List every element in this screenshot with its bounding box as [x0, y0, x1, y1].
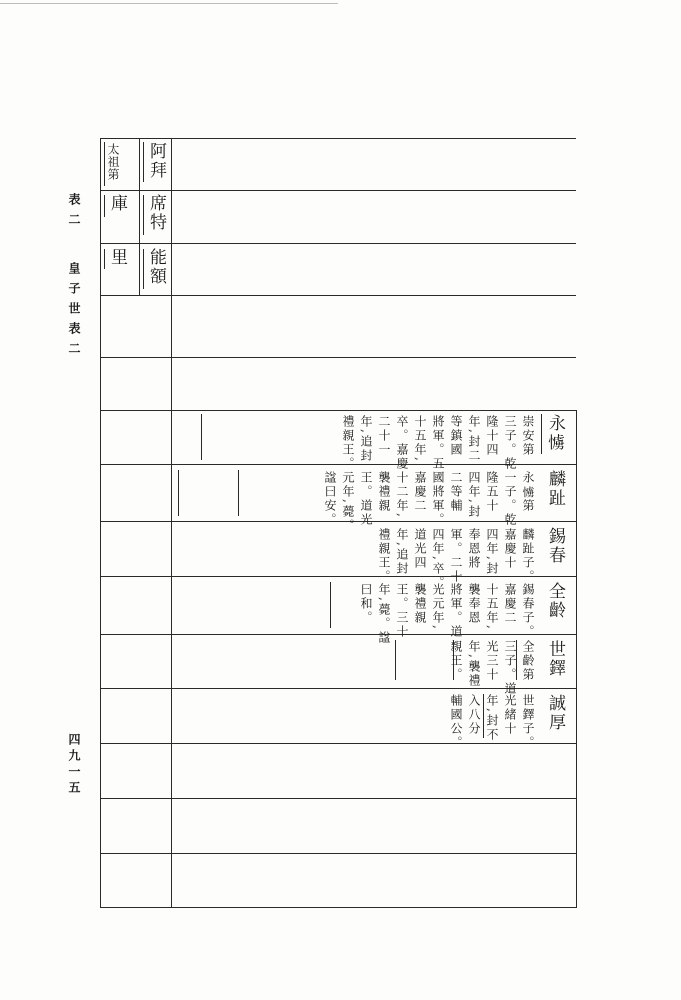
entry-line: 道光四 — [413, 528, 427, 570]
entry-line: 隆五十 — [485, 471, 499, 513]
entry-line: 永𢢛第 — [521, 471, 535, 513]
entry-line: 三子。乾 — [503, 415, 517, 471]
entry-line: 曰和。 — [359, 583, 373, 625]
entry-line: 輔國公。 — [449, 694, 463, 750]
page-number: 四九一五 — [67, 733, 81, 797]
entry-line: 錫春子。 — [521, 583, 535, 639]
entry-line: 世鐸子。 — [521, 694, 535, 750]
entry-bracket — [201, 414, 202, 460]
generation-name: 永𢢛 — [545, 414, 565, 452]
generation-name: 麟趾 — [545, 470, 565, 508]
generation-name: 誠厚 — [545, 694, 565, 732]
entry-line: 隆十四 — [485, 415, 499, 457]
generation-name: 世鐸 — [545, 640, 565, 678]
entry-line: 將軍。五 — [431, 415, 445, 471]
entry-line: 年,追封 — [395, 528, 409, 576]
entry-line: 三子。道 — [503, 640, 517, 696]
entry-line: 麟趾子。 — [521, 528, 535, 584]
row-rule — [100, 138, 576, 139]
table-left-border — [100, 138, 101, 908]
page-top-rule — [0, 3, 338, 4]
entry-line: 光元年, — [431, 583, 445, 631]
entry-line: 年,追封 — [359, 415, 373, 463]
entry-line: 等鎮國 — [449, 415, 463, 457]
entry-line: 嘉慶二 — [413, 471, 427, 513]
table-right-border — [576, 410, 577, 908]
ancestor-line: 太祖第 — [106, 143, 120, 181]
entry-line: 奉恩將 — [467, 528, 481, 570]
entry-bracket — [178, 470, 179, 516]
entry-line: 元年,薨。 — [341, 471, 355, 533]
name-bracket — [541, 414, 542, 454]
generation-entry — [378, 528, 534, 590]
entry-line: 十二年, — [395, 471, 409, 519]
ancestor-column-divider — [171, 138, 172, 908]
name-bracket — [143, 142, 144, 182]
ancestor-line: 里 — [107, 248, 127, 267]
entry-line: 十五年, — [485, 583, 499, 631]
generation-entry — [450, 640, 534, 696]
entry-bracket — [330, 582, 331, 628]
entry-line: 軍。二十 — [449, 528, 463, 584]
generation-name: 全齡 — [545, 582, 565, 620]
name-bracket — [143, 249, 144, 289]
entry-line: 王。三十 — [395, 583, 409, 639]
row-rule — [100, 798, 576, 799]
entry-line: 入八分 — [467, 694, 481, 736]
row-rule — [100, 190, 576, 191]
name-bracket — [104, 142, 105, 186]
entry-line: 一子。乾 — [503, 471, 517, 527]
entry-line: 王。道光 — [359, 471, 373, 527]
entry-line: 光三十 — [485, 640, 499, 682]
entry-line: 襲禮親 — [413, 583, 427, 625]
row-rule — [100, 295, 576, 296]
entry-line: 禮親王。 — [341, 415, 355, 471]
row-rule — [100, 357, 576, 358]
entry-line: 四年,封 — [485, 528, 499, 576]
generation-entry — [450, 694, 534, 750]
entry-line: 卒。嘉慶 — [395, 415, 409, 471]
entry-line: 年,薨。諡 — [377, 583, 391, 645]
generation-entry — [360, 583, 534, 645]
entry-line: 光緒十 — [503, 694, 517, 736]
entry-line: 國將軍。 — [431, 471, 445, 527]
ancestor-name: 能額 — [146, 248, 166, 286]
table-label: 表二 — [67, 193, 81, 233]
name-bracket — [143, 195, 144, 235]
generation-entry — [342, 415, 534, 471]
row-rule — [100, 853, 576, 854]
name-bracket — [104, 249, 105, 269]
entry-bracket — [238, 470, 239, 516]
entry-line: 年,襲禮 — [467, 640, 481, 688]
entry-line: 諡曰安。 — [323, 471, 337, 527]
entry-line: 年,封不 — [485, 694, 499, 742]
section-title: 皇子世表二 — [67, 262, 81, 362]
row-rule — [100, 243, 576, 244]
entry-line: 襲禮親 — [377, 471, 391, 513]
table-bottom-border — [100, 907, 576, 908]
entry-line: 將軍。道 — [449, 583, 463, 639]
row-rule — [100, 410, 576, 411]
generation-name: 錫春 — [545, 527, 565, 565]
generation-entry — [324, 471, 534, 533]
entry-line: 崇安第 — [521, 415, 535, 457]
ancestor-inner-divider — [139, 138, 140, 295]
entry-line: 四年,封 — [467, 471, 481, 519]
entry-line: 十五年, — [413, 415, 427, 463]
entry-line: 年,封二 — [467, 415, 481, 463]
name-bracket — [104, 195, 105, 217]
entry-line: 嘉慶十 — [503, 528, 517, 570]
ancestor-name: 阿拜 — [146, 142, 166, 180]
entry-line: 四年,卒。 — [431, 528, 445, 590]
entry-line: 二十一 — [377, 415, 391, 457]
ancestor-line: 庫 — [107, 194, 127, 213]
entry-line: 禮親王。 — [377, 528, 391, 584]
entry-bracket — [395, 640, 396, 680]
entry-line: 襲奉恩 — [467, 583, 481, 625]
entry-line: 全齡第 — [521, 640, 535, 682]
ancestor-name: 席特 — [146, 194, 166, 232]
entry-line: 嘉慶二 — [503, 583, 517, 625]
entry-line: 二等輔 — [449, 471, 463, 513]
entry-line: 親王。 — [449, 640, 463, 682]
